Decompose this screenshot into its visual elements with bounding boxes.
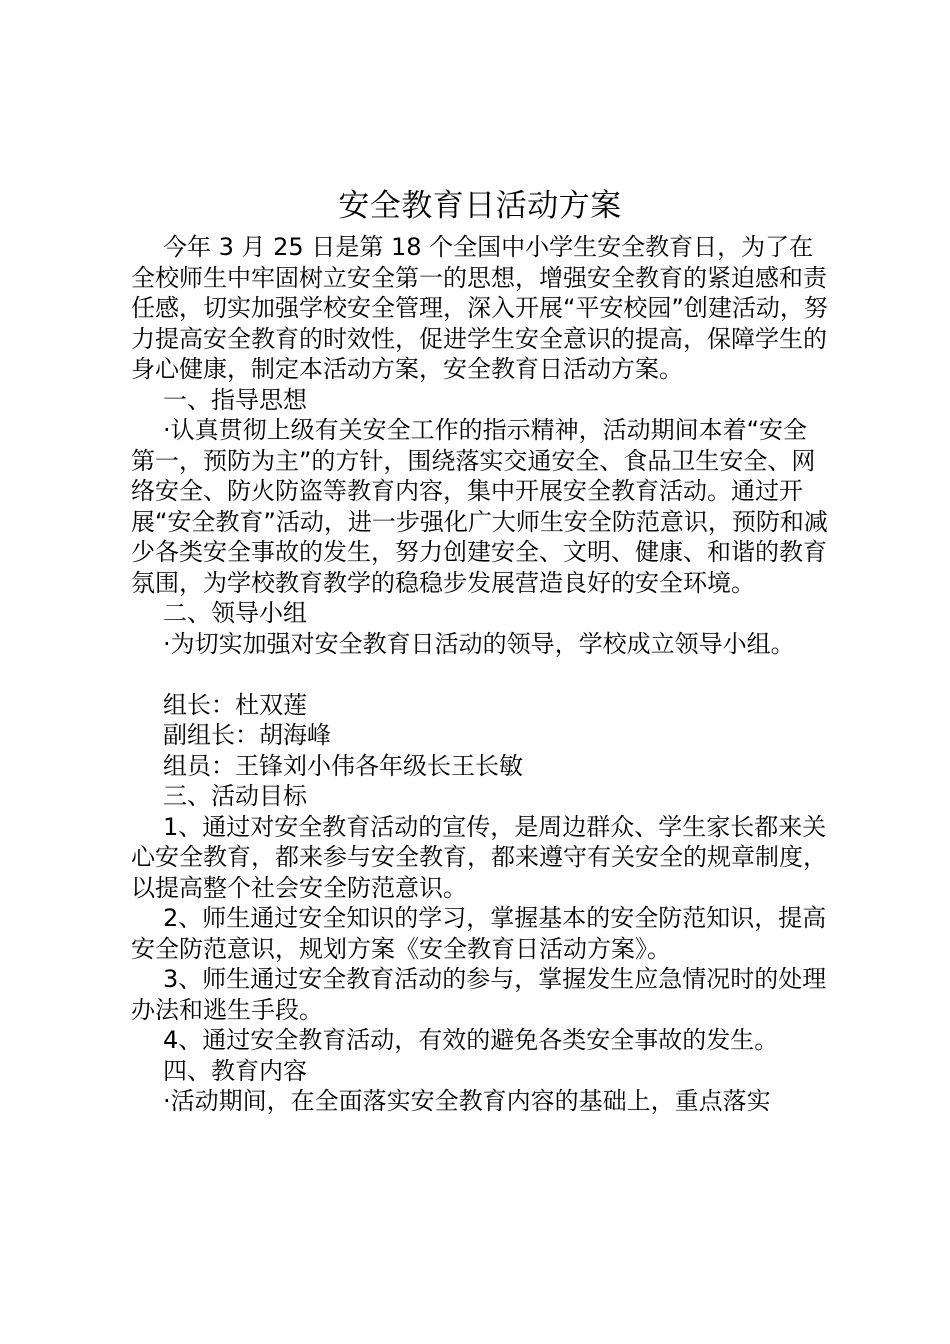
guiding-ideology-paragraph: ·认真贯彻上级有关安全工作的指示精神，活动期间本着“安全第一，预防为主”的方针，围绕落实交通安全、食品卫生安全、网络安全、防火防盗等教育内容，集中开展安全教育活动。通过开展“安全教育”活动，进一步强化广大师生安全防范意识，预防和减少各类安全事故的发生，努力创建安全、文明、健康、和谐的教育氛围，为学校教育教学的稳稳步发展营造良好的安全环境。 <box>131 416 828 597</box>
section-heading-education-content: 四、教育内容 <box>163 1056 307 1085</box>
goal-item-3: 3、师生通过安全教育活动的参与，掌握发生应急情况时的处理办法和逃生手段。 <box>131 965 827 1024</box>
education-content-paragraph: ·活动期间，在全面落实安全教育内容的基础上，重点落实 <box>163 1087 771 1115</box>
blank-line <box>131 659 831 690</box>
group-leader: 组长：杜双莲 <box>163 690 307 719</box>
section-heading-guiding-ideology: 一、指导思想 <box>163 385 307 414</box>
goal-item-2: 2、师生通过安全知识的学习，掌握基本的安全防范知识，提高安全防范意识，规划方案《安全教育日活动方案》。 <box>131 904 827 963</box>
goal-item-4: 4、通过安全教育活动，有效的避免各类安全事故的发生。 <box>163 1026 779 1054</box>
document-title: 安全教育日活动方案 <box>338 188 622 224</box>
section-heading-activity-goals: 三、活动目标 <box>163 782 307 810</box>
intro-paragraph: 今年 3 月 25 日是第 18 个全国中小学生安全教育日，为了在全校师生中牢固树立安全第一的思想，增强安全教育的紧迫感和责任感，切实加强学校安全管理，深入开展“平安校园”创建活动，努力提高安全教育的时效性，促进学生安全意识的提高，保障学生的身心健康，制定本活动方案，安全教育日活动方案。 <box>131 233 828 383</box>
goal-item-1: 1、通过对安全教育活动的宣传，是周边群众、学生家长都来关心安全教育，都来参与安全教育，都来遵守有关安全的规章制度，以提高整个社会安全防范意识。 <box>131 812 827 902</box>
leadership-group-paragraph: ·为切实加强对安全教育日活动的领导，学校成立领导小组。 <box>163 629 795 658</box>
document-body <box>131 232 831 1117</box>
deputy-group-leader: 副组长：胡海峰 <box>163 721 331 749</box>
group-members: 组员：王锋刘小伟各年级长王长敏 <box>163 751 523 780</box>
section-heading-leadership-group: 二、领导小组 <box>163 599 307 627</box>
